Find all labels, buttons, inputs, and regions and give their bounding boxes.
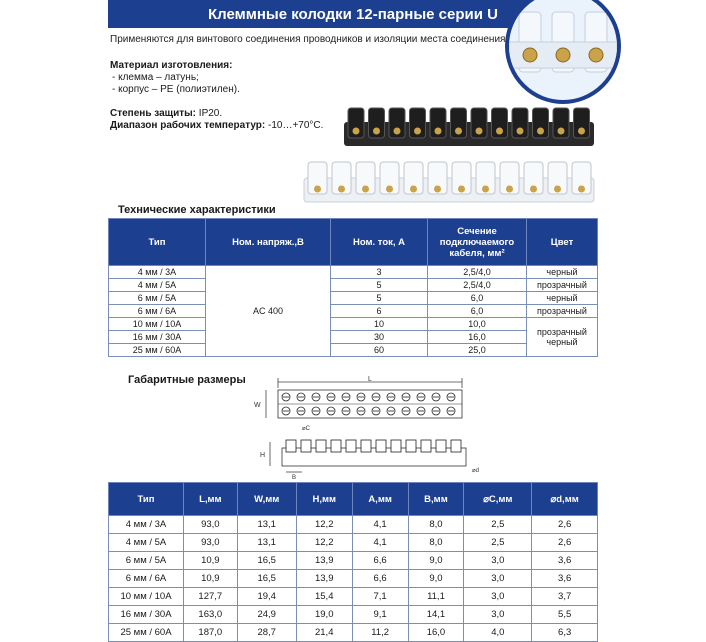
col-C: ⌀C,мм <box>464 483 532 516</box>
dimension-cell: 3,6 <box>532 552 598 570</box>
brass-screw <box>578 186 585 193</box>
table-row <box>109 331 598 344</box>
dimension-cell: 127,7 <box>184 588 238 606</box>
cell-color: черный <box>527 266 598 279</box>
brass-screw <box>455 128 462 135</box>
cell-current: 10 <box>331 318 428 331</box>
dimension-cell: 11,1 <box>408 588 464 606</box>
brass-screw <box>414 128 421 135</box>
dimension-cell: 10,9 <box>184 552 238 570</box>
brass-screw <box>496 128 503 135</box>
table-row <box>109 344 598 357</box>
cell-color: черный <box>527 292 598 305</box>
cell-type: 25 мм / 60А <box>109 344 206 357</box>
dimension-cell: 19,4 <box>237 588 296 606</box>
cell-type: 10 мм / 10А <box>109 318 206 331</box>
cell-type: 4 мм / 3А <box>109 266 206 279</box>
page-title: Клеммные колодки 12-парные серии U <box>208 6 498 23</box>
material-heading: Материал изготовления: <box>110 60 233 71</box>
dimension-cell: 4 мм / 5А <box>109 534 184 552</box>
table-row <box>109 318 598 331</box>
dimension-cell: 9,1 <box>352 606 408 624</box>
col-type: Тип <box>109 219 206 266</box>
dimension-cell: 6,6 <box>352 570 408 588</box>
specs-title: Технические характеристики <box>118 204 276 216</box>
col-L: L,мм <box>184 483 238 516</box>
cell-section: 6,0 <box>428 292 527 305</box>
brass-screw <box>537 128 544 135</box>
dimension-cell: 10,9 <box>184 570 238 588</box>
dimension-cell: 4,1 <box>352 516 408 534</box>
dimension-cell: 9,0 <box>408 552 464 570</box>
dimension-cell: 2,5 <box>464 516 532 534</box>
dimension-cell: 3,7 <box>532 588 598 606</box>
closeup-illustration <box>509 0 617 100</box>
label-C: ⌀C <box>302 426 310 432</box>
dimension-cell: 187,0 <box>184 624 238 642</box>
side-tooth <box>451 440 461 452</box>
cell-section: 2,5/4,0 <box>428 266 527 279</box>
dimension-cell: 13,9 <box>296 570 352 588</box>
dimension-cell: 8,0 <box>408 516 464 534</box>
label-L: L <box>368 376 372 383</box>
table-row <box>109 305 598 318</box>
cell-current: 60 <box>331 344 428 357</box>
dimension-cell: 2,5 <box>464 534 532 552</box>
cell-section: 25,0 <box>428 344 527 357</box>
side-view-drawing <box>250 434 490 480</box>
table-row <box>109 292 598 305</box>
dimension-cell: 13,1 <box>237 516 296 534</box>
dimension-cell: 7,1 <box>352 588 408 606</box>
col-W: W,мм <box>237 483 296 516</box>
dimension-cell: 15,4 <box>296 588 352 606</box>
col-color: Цвет <box>527 219 598 266</box>
cell-type: 6 мм / 5А <box>109 292 206 305</box>
brass-screw <box>530 186 537 193</box>
table-row <box>109 266 598 279</box>
dimension-cell: 5,5 <box>532 606 598 624</box>
dimension-cell: 4,0 <box>464 624 532 642</box>
side-tooth <box>286 440 296 452</box>
brass-screw <box>353 128 360 135</box>
protection-value: IP20. <box>198 108 223 119</box>
cell-current: 30 <box>331 331 428 344</box>
dimension-cell: 14,1 <box>408 606 464 624</box>
brass-screw <box>517 128 524 135</box>
dimension-cell: 2,6 <box>532 534 598 552</box>
product-closeup-photo <box>505 0 621 104</box>
temperature-label: Диапазон рабочих температур: <box>110 120 266 131</box>
side-tooth <box>316 440 326 452</box>
color-option: черный <box>546 337 578 347</box>
brass-screw <box>394 128 401 135</box>
col-current: Ном. ток, А <box>331 219 428 266</box>
cell-type: 6 мм / 6А <box>109 305 206 318</box>
color-option: прозрачный <box>537 327 587 337</box>
dimension-cell: 19,0 <box>296 606 352 624</box>
clear-terminal-strip-photo <box>300 156 600 208</box>
table-row <box>109 279 598 292</box>
dimension-cell: 163,0 <box>184 606 238 624</box>
dimension-cell: 4 мм / 3А <box>109 516 184 534</box>
dimension-cell: 8,0 <box>408 534 464 552</box>
dimension-cell: 13,1 <box>237 534 296 552</box>
dimension-cell: 16,5 <box>237 552 296 570</box>
side-tooth <box>331 440 341 452</box>
brass-screw <box>362 186 369 193</box>
dimension-cell: 11,2 <box>352 624 408 642</box>
material-item: - корпус – PE (полиэтилен). <box>112 84 240 95</box>
col-type: Тип <box>109 483 184 516</box>
side-tooth <box>406 440 416 452</box>
label-H: H <box>260 452 266 459</box>
black-terminal-strip-photo <box>340 104 600 152</box>
brass-screw <box>410 186 417 193</box>
brass-screw <box>578 128 585 135</box>
side-tooth <box>436 440 446 452</box>
dimensions-table <box>108 482 598 642</box>
cell-current: 3 <box>331 266 428 279</box>
dimension-cell: 3,0 <box>464 570 532 588</box>
protection-line <box>110 108 222 119</box>
side-tooth <box>391 440 401 452</box>
dimension-cell: 6,6 <box>352 552 408 570</box>
dimension-cell: 9,0 <box>408 570 464 588</box>
side-tooth <box>376 440 386 452</box>
material-item: - клемма – латунь; <box>112 72 199 83</box>
table-row <box>109 516 598 534</box>
brass-screw <box>506 186 513 193</box>
dimension-cell: 21,4 <box>296 624 352 642</box>
dimension-cell: 4,1 <box>352 534 408 552</box>
brass-screw <box>386 186 393 193</box>
top-view-drawing <box>250 374 480 436</box>
dimensions-header-row <box>109 483 598 516</box>
dimensions-body <box>109 516 598 642</box>
table-row <box>109 588 598 606</box>
col-section: Сечение подключаемого кабеля, мм² <box>428 219 527 266</box>
cell-current: 5 <box>331 292 428 305</box>
col-d: ⌀d,мм <box>532 483 598 516</box>
brass-screw <box>338 186 345 193</box>
cell-color: прозрачный <box>527 305 598 318</box>
dimension-cell: 10 мм / 10А <box>109 588 184 606</box>
dimension-cell: 6,3 <box>532 624 598 642</box>
cell-type: 16 мм / 30А <box>109 331 206 344</box>
cell-current: 5 <box>331 279 428 292</box>
dimension-cell: 13,9 <box>296 552 352 570</box>
dimension-cell: 6 мм / 5А <box>109 552 184 570</box>
col-voltage: Ном. напряж.,В <box>206 219 331 266</box>
cell-section: 10,0 <box>428 318 527 331</box>
brass-screw <box>558 128 565 135</box>
brass-screw <box>554 186 561 193</box>
dimension-cell: 2,6 <box>532 516 598 534</box>
cell-type: 4 мм / 5А <box>109 279 206 292</box>
cell-color-merged <box>527 318 598 357</box>
dimension-cell: 6 мм / 6А <box>109 570 184 588</box>
dimension-cell: 24,9 <box>237 606 296 624</box>
side-tooth <box>346 440 356 452</box>
specs-header-row <box>109 219 598 266</box>
dimension-cell: 16,5 <box>237 570 296 588</box>
brass-screw <box>373 128 380 135</box>
label-d: ⌀d <box>472 468 479 474</box>
dimension-cell: 25 мм / 60А <box>109 624 184 642</box>
side-tooth <box>301 440 311 452</box>
dimension-cell: 3,0 <box>464 552 532 570</box>
label-B: B <box>292 475 297 480</box>
protection-label: Степень защиты: <box>110 108 197 119</box>
table-row <box>109 552 598 570</box>
table-row <box>109 534 598 552</box>
side-tooth <box>421 440 431 452</box>
dimensions-title: Габаритные размеры <box>128 374 246 386</box>
brass-screw <box>482 186 489 193</box>
temperature-value: -10…+70°C. <box>268 120 324 131</box>
col-B: B,мм <box>408 483 464 516</box>
dimension-cell: 16 мм / 30А <box>109 606 184 624</box>
brass-screw <box>458 186 465 193</box>
cell-section: 6,0 <box>428 305 527 318</box>
label-W: W <box>254 402 261 409</box>
dimension-cell: 93,0 <box>184 516 238 534</box>
temperature-line <box>110 120 323 131</box>
dimension-cell: 12,2 <box>296 516 352 534</box>
dimension-cell: 93,0 <box>184 534 238 552</box>
brass-screw <box>434 186 441 193</box>
cell-section: 2,5/4,0 <box>428 279 527 292</box>
brass-screw <box>435 128 442 135</box>
dimension-cell: 3,0 <box>464 606 532 624</box>
cell-current: 6 <box>331 305 428 318</box>
cell-voltage: AC 400 <box>206 266 331 357</box>
col-H: H,мм <box>296 483 352 516</box>
dimension-cell: 3,6 <box>532 570 598 588</box>
col-A: А,мм <box>352 483 408 516</box>
intro-text: Применяются для винтового соединения проводников и изоляции места соединения. <box>110 34 509 45</box>
cell-color: прозрачный <box>527 279 598 292</box>
dimension-cell: 3,0 <box>464 588 532 606</box>
table-row <box>109 570 598 588</box>
dimension-cell: 12,2 <box>296 534 352 552</box>
brass-screw <box>314 186 321 193</box>
cell-section: 16,0 <box>428 331 527 344</box>
dimension-cell: 16,0 <box>408 624 464 642</box>
table-row <box>109 606 598 624</box>
specs-table <box>108 218 598 357</box>
side-tooth <box>361 440 371 452</box>
table-row <box>109 624 598 642</box>
brass-screw <box>476 128 483 135</box>
dimension-cell: 28,7 <box>237 624 296 642</box>
